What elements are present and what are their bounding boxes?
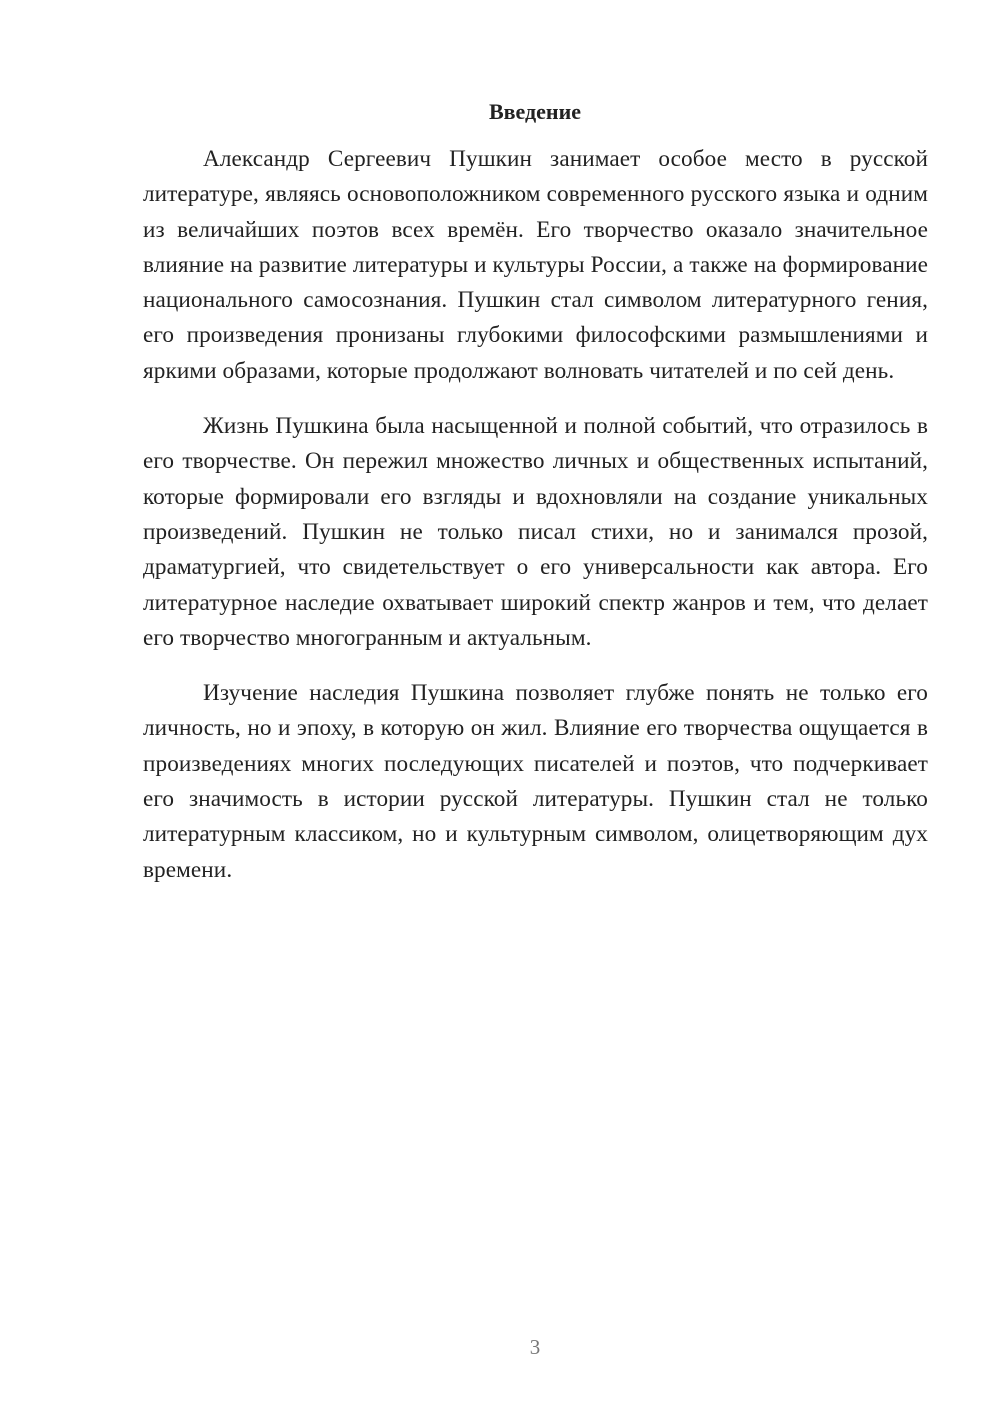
body-text	[143, 142, 928, 908]
section-heading: Введение	[488, 99, 582, 124]
page-number: 3	[529, 1335, 541, 1359]
paragraph-1: Александр Сергеевич Пушкин занимает особое место в русской литературе, являясь основоположником современного русского языка и одним из величайших поэтов всех времён. Его творчество оказало значительное влияние на развитие литературы и культуры России, а также на формирование национального самосознания. Пушкин стал символом литературного гения, его произведения пронизаны глубокими философскими размышлениями и яркими образами, которые продолжают волновать читателей и по сей день.	[143, 146, 928, 384]
paragraph-3: Изучение наследия Пушкина позволяет глубже понять не только его личность, но и эпоху, в которую он жил. Влияние его творчества ощущается в произведениях многих последующих писателей и поэтов, что подчеркивает его значимость в истории русской литературы. Пушкин стал не только литературным классиком, но и культурным символом, олицетворяющим дух времени.	[143, 680, 928, 883]
paragraph-2: Жизнь Пушкина была насыщенной и полной событий, что отразилось в его творчестве. Он пережил множество личных и общественных испытаний, которые формировали его взгляды и вдохновляли на создание уникальных произведений. Пушкин не только писал стихи, но и занимался прозой, драматургией, что свидетельствует о его универсальности как автора. Его литературное наследие охватывает широкий спектр жанров и тем, что делает его творчество многогранным и актуальным.	[143, 413, 928, 651]
